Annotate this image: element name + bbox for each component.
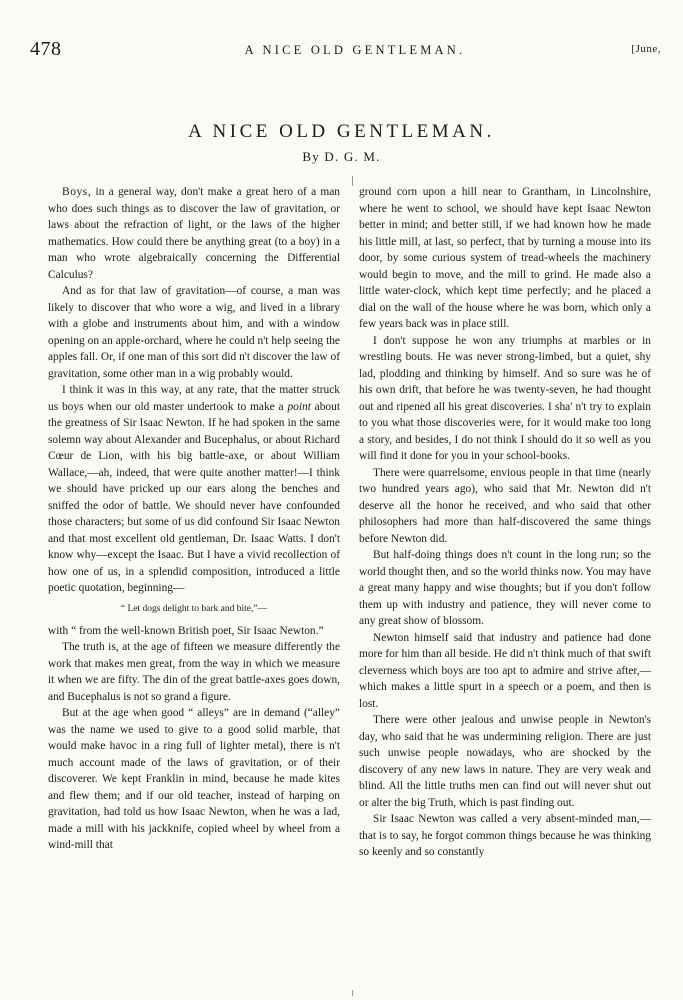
paragraph: There were quarrelsome, envious people in that time (nearly two hundred years ago), who said that Mr. Newton did n't deserve all the honor he received, and who said that other philosophers had more than half-discovered the same things before Newton did. bbox=[359, 466, 651, 545]
running-head bbox=[30, 40, 661, 62]
gutter-mark-top bbox=[352, 176, 353, 186]
page-number: 478 bbox=[30, 38, 62, 60]
paragraph: But half-doing things does n't count in the long run; so the world thought then, and so the world thinks now. You may have a great many happy and wise thoughts; but if you don't follow them up with industry and patience, they will never come to any great show of blossom. bbox=[359, 549, 651, 627]
right-column bbox=[359, 184, 651, 861]
paragraph-text: in a general way, don't make a great hero of a man who does such things as to discover the law of gravitation, or laws about the refraction of light, or the laws of the higher mathematics. How could there be anything great (to a boy) in a man who wrote algebraically concerning the Differential Calculus? bbox=[48, 186, 340, 281]
left-column bbox=[48, 184, 340, 854]
paragraph: I don't suppose he won any triumphs at marbles or in wrestling bouts. He was never strong-limbed, but a quiet, shy lad, plodding and thinking by himself. And so sure was he of his own drift, that before he was twenty-seven, he had thought out and ripened all his great discoveries. I sha' n't try to explain to you what those discoveries were, for it would make too long a story, and besides, I do not think I should do it so well as you will find it done for you in your school-books. bbox=[359, 334, 651, 462]
running-title: A NICE OLD GENTLEMAN. bbox=[244, 43, 466, 57]
paragraph-text: about the greatness of Sir Isaac Newton. If he had spoken in the same solemn way about Alexander and Bucephalus, or about Richard Cœur de Lion, with his big battle-axe, or about William Wallace,—ah, indeed, that were quite another matter!—I think we should have pricked up our ears along the benches and sniffed the odor of battle. We should never have confounded those characters; but some of us did confound Sir Isaac Newton and that most excellent old gentleman, Dr. Isaac Watts. I don't know why—except the Isaac. But I have a vivid recollection of how one of us, in a splendid composition, introduced a little poetic quotation, beginning— bbox=[48, 400, 340, 594]
paragraph: And as for that law of gravitation—of course, a man was likely to discover that who wore a wig, and lived in a library with a globe and instruments about him, and with a window opening on an apple-orchard, where he could n't help seeing the apples fall. Or, if one man of this sort did n't discover the law of gravitation, some other man in a wig probably would. bbox=[48, 285, 340, 380]
running-month: [June, bbox=[631, 43, 661, 55]
paragraph: The truth is, at the age of fifteen we measure differently the work that makes men great, from the way in which we measure it when we are fifty. The din of the great battle-axes goes down, and Bucephalus is not so grand a figure. bbox=[48, 641, 340, 703]
paragraph: Newton himself said that industry and patience had done more for him than all beside. He did n't think much of that swift cleverness which boys are too apt to admire and strive after,—which makes a little spurt in a speech or a poem, and then is lost. bbox=[359, 631, 651, 710]
paragraph-text: I think it was in this way, at any rate, that the matter struck us boys when our old master undertook to make a bbox=[48, 384, 340, 413]
article-title: A NICE OLD GENTLEMAN. bbox=[188, 121, 495, 142]
paragraph: with “ from the well-known British poet, Sir Isaac Newton.” bbox=[48, 624, 324, 637]
paragraph bbox=[48, 382, 340, 597]
opening-word: Boys, bbox=[62, 186, 92, 198]
paragraph: Sir Isaac Newton was called a very absent-minded man,—that is to say, he forgot common things because he was thinking so keenly and so constantly bbox=[359, 813, 651, 858]
paragraph: But at the age when good “ alleys” are in demand (“alley” was the name we used to give to a good solid marble, that would make havoc in a ring full of lighter metal), there is n't much account made of the laws of gravitation, or of their discoverer. We kept Franklin in mind, because he made kites and flew them; and if our old teacher, instead of harping on gravitation, had told us how Isaac Newton, when he was a lad, made a mill with his jackknife, copied wheel by wheel from a wind-mill that bbox=[48, 707, 340, 851]
emphasis: point bbox=[287, 400, 311, 413]
gutter-mark-bottom bbox=[352, 990, 353, 996]
paragraph bbox=[48, 184, 340, 283]
paragraph: ground corn upon a hill near to Grantham, in Lincolnshire, where he went to school, we should have kept Isaac Newton better in mind; and better still, if we had known how he made his little mill, at last, so perfect, that by turning a mouse into its door, by some curious system of tread-wheels the machinery would begin to move, and the mill to grind. He made also a little water-clock, which kept time perfectly; and he placed a dial on the wall of the house where he was born, which only a few years back was in place still. bbox=[359, 186, 651, 330]
poetic-quotation: “ Let dogs delight to bark and bite,”— bbox=[120, 603, 268, 614]
byline: By D. G. M. bbox=[302, 149, 381, 164]
paragraph: There were other jealous and unwise people in Newton's day, who said that he was undermining religion. There are just such unwise people nowadays, who are shocked by the discovery of any new laws in nature. They are very weak and blind. All the little truths men can find out will never shut out or alter the big Truth, which is past finding out. bbox=[359, 714, 651, 809]
